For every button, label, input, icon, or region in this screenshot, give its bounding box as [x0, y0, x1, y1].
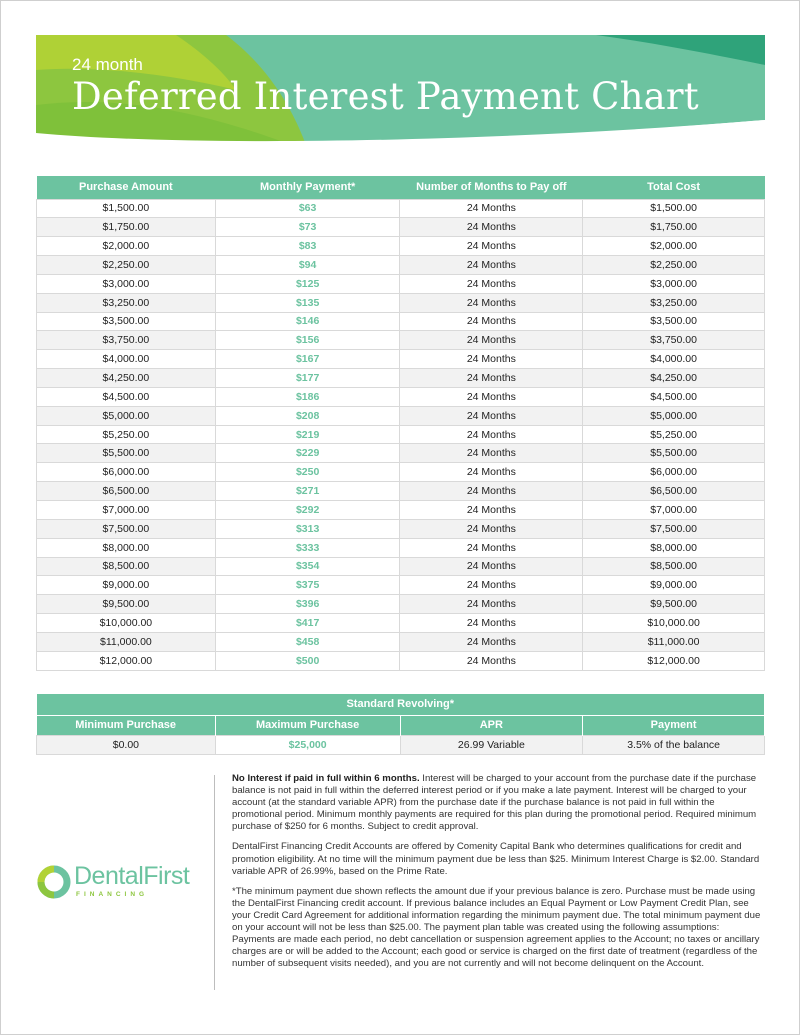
- months-cell: 24 Months: [400, 557, 583, 576]
- fine-print-divider: [214, 775, 215, 990]
- months-cell: 24 Months: [400, 651, 583, 670]
- purchase-amount-cell: $7,000.00: [37, 501, 216, 520]
- months-cell: 24 Months: [400, 218, 583, 237]
- monthly-payment-cell: $250: [215, 463, 400, 482]
- monthly-payment-cell: $229: [215, 444, 400, 463]
- months-cell: 24 Months: [400, 312, 583, 331]
- purchase-amount-cell: $8,500.00: [37, 557, 216, 576]
- fine-print-paragraph-2: DentalFirst Financing Credit Accounts are offered by Comenity Capital Bank who determines qualifications for credit and promotion eligibility. At no time will the minimum payment due be less than $25. Minimum Interest Charge is $2.00. Standard variable APR of 26.99%, based on the Prime Rate.: [232, 841, 760, 877]
- fine-print-p1-text: Interest will be charged to your account from the purchase date if the purchase balance is not paid in full within the deferred interest period or if you make a late payment. Interest will be charged to your account (at the standard variable APR) from the purchase date if the purchase balance is not paid in full within the promotional period. Minimum monthly payments are required for this plan during the promotional period. Required minimum purchase of $250 for 6 months. Subject to credit approval.: [232, 773, 757, 833]
- column-header-monthly-payment: Monthly Payment*: [215, 176, 400, 199]
- months-cell: 24 Months: [400, 256, 583, 275]
- table-row: [37, 632, 765, 651]
- total-cost-cell: $9,500.00: [583, 595, 765, 614]
- purchase-amount-cell: $12,000.00: [37, 651, 216, 670]
- monthly-payment-cell: $83: [215, 237, 400, 256]
- monthly-payment-cell: $146: [215, 312, 400, 331]
- table-row: [37, 595, 765, 614]
- column-header-maximum-purchase: Maximum Purchase: [215, 715, 400, 735]
- months-cell: 24 Months: [400, 274, 583, 293]
- months-cell: 24 Months: [400, 293, 583, 312]
- purchase-amount-cell: $11,000.00: [37, 632, 216, 651]
- maximum-purchase-value: $25,000: [215, 735, 400, 754]
- total-cost-cell: $6,000.00: [583, 463, 765, 482]
- fine-print-paragraph-3: *The minimum payment due shown reflects the amount due if your previous balance is zero. Purchase must be made using the DentalFirst Financing credit account. If previous balance includes an Equal Payment or Low Payment Credit Plan, see your Credit Card Agreement for additional information regarding the minimum payment due. The total minimum payment due on your account will not be less than $25.00. The payment plan table was created using the following assumptions: Payments are made each period, no debt cancellation or suspension agreement applies to the Account; no taxes or ancillary charges are or will be added to the Account; each good or service is charged on the first date of treatment (regardless of the number of subsequent visits needed), and you are not currently and will not become delinquent on the Account.: [232, 885, 761, 970]
- total-cost-cell: $7,500.00: [583, 519, 765, 538]
- months-cell: 24 Months: [400, 237, 583, 256]
- total-cost-cell: $5,500.00: [583, 444, 765, 463]
- total-cost-cell: $8,000.00: [583, 538, 765, 557]
- purchase-amount-cell: $4,000.00: [37, 350, 216, 369]
- table-row: [37, 350, 765, 369]
- months-cell: 24 Months: [400, 425, 583, 444]
- purchase-amount-cell: $1,500.00: [37, 199, 216, 218]
- dentalfirst-logo: [36, 862, 206, 902]
- total-cost-cell: $2,000.00: [583, 237, 765, 256]
- months-cell: 24 Months: [400, 501, 583, 520]
- monthly-payment-cell: $125: [215, 274, 400, 293]
- revolving-title: Standard Revolving*: [37, 694, 765, 715]
- monthly-payment-cell: $271: [215, 482, 400, 501]
- purchase-amount-cell: $8,000.00: [37, 538, 216, 557]
- table-row: [37, 387, 765, 406]
- purchase-amount-cell: $5,250.00: [37, 425, 216, 444]
- months-cell: 24 Months: [400, 350, 583, 369]
- table-row: [37, 576, 765, 595]
- total-cost-cell: $4,000.00: [583, 350, 765, 369]
- table-row: [37, 519, 765, 538]
- table-row: [37, 293, 765, 312]
- months-cell: 24 Months: [400, 331, 583, 350]
- column-header-total-cost: Total Cost: [583, 176, 765, 199]
- table-row: [37, 538, 765, 557]
- table-row: [37, 444, 765, 463]
- monthly-payment-cell: $354: [215, 557, 400, 576]
- purchase-amount-cell: $3,750.00: [37, 331, 216, 350]
- purchase-amount-cell: $3,500.00: [37, 312, 216, 331]
- months-cell: 24 Months: [400, 519, 583, 538]
- logo-tagline: FINANCING: [76, 891, 149, 898]
- months-cell: 24 Months: [400, 463, 583, 482]
- table-row: [37, 331, 765, 350]
- months-cell: 24 Months: [400, 614, 583, 633]
- total-cost-cell: $4,250.00: [583, 369, 765, 388]
- months-cell: 24 Months: [400, 595, 583, 614]
- payment-table-body: [37, 199, 765, 670]
- table-row: [37, 256, 765, 275]
- column-header-minimum-purchase: Minimum Purchase: [37, 715, 216, 735]
- total-cost-cell: $10,000.00: [583, 614, 765, 633]
- table-row: [37, 425, 765, 444]
- total-cost-cell: $2,250.00: [583, 256, 765, 275]
- monthly-payment-cell: $63: [215, 199, 400, 218]
- monthly-payment-cell: $167: [215, 350, 400, 369]
- total-cost-cell: $5,250.00: [583, 425, 765, 444]
- total-cost-cell: $1,500.00: [583, 199, 765, 218]
- purchase-amount-cell: $5,000.00: [37, 406, 216, 425]
- logo-wordmark: DentalFirst: [74, 862, 190, 890]
- purchase-amount-cell: $2,000.00: [37, 237, 216, 256]
- table-row: [37, 501, 765, 520]
- monthly-payment-cell: $73: [215, 218, 400, 237]
- table-row: [37, 218, 765, 237]
- total-cost-cell: $6,500.00: [583, 482, 765, 501]
- table-row: [37, 482, 765, 501]
- total-cost-cell: $4,500.00: [583, 387, 765, 406]
- apr-value: 26.99 Variable: [400, 735, 583, 754]
- banner-subtitle: 24 month: [72, 55, 143, 74]
- page-title: Deferred Interest Payment Chart: [72, 75, 699, 118]
- monthly-payment-cell: $219: [215, 425, 400, 444]
- months-cell: 24 Months: [400, 576, 583, 595]
- months-cell: 24 Months: [400, 632, 583, 651]
- no-interest-heading: No Interest if paid in full within 6 months.: [232, 773, 420, 784]
- standard-revolving-table: [36, 694, 765, 755]
- monthly-payment-cell: $417: [215, 614, 400, 633]
- total-cost-cell: $8,500.00: [583, 557, 765, 576]
- payment-chart-table: [36, 176, 765, 671]
- payment-table-header-row: [37, 176, 765, 199]
- monthly-payment-cell: $177: [215, 369, 400, 388]
- fine-print-paragraph-1: [232, 773, 762, 833]
- months-cell: 24 Months: [400, 369, 583, 388]
- total-cost-cell: $12,000.00: [583, 651, 765, 670]
- total-cost-cell: $5,000.00: [583, 406, 765, 425]
- months-cell: 24 Months: [400, 199, 583, 218]
- column-header-payment: Payment: [583, 715, 765, 735]
- monthly-payment-cell: $94: [215, 256, 400, 275]
- revolving-header-row: [37, 715, 765, 735]
- table-row: [37, 237, 765, 256]
- purchase-amount-cell: $4,250.00: [37, 369, 216, 388]
- total-cost-cell: $3,000.00: [583, 274, 765, 293]
- total-cost-cell: $3,750.00: [583, 331, 765, 350]
- total-cost-cell: $9,000.00: [583, 576, 765, 595]
- monthly-payment-cell: $333: [215, 538, 400, 557]
- monthly-payment-cell: $500: [215, 651, 400, 670]
- table-row: [37, 614, 765, 633]
- table-row: [37, 274, 765, 293]
- table-row: [37, 369, 765, 388]
- monthly-payment-cell: $156: [215, 331, 400, 350]
- months-cell: 24 Months: [400, 406, 583, 425]
- monthly-payment-cell: $292: [215, 501, 400, 520]
- fine-print: [232, 773, 762, 978]
- purchase-amount-cell: $2,250.00: [37, 256, 216, 275]
- total-cost-cell: $1,750.00: [583, 218, 765, 237]
- table-row: [37, 463, 765, 482]
- column-header-months: Number of Months to Pay off: [400, 176, 583, 199]
- months-cell: 24 Months: [400, 538, 583, 557]
- monthly-payment-cell: $313: [215, 519, 400, 538]
- total-cost-cell: $7,000.00: [583, 501, 765, 520]
- purchase-amount-cell: $3,000.00: [37, 274, 216, 293]
- purchase-amount-cell: $5,500.00: [37, 444, 216, 463]
- table-row: [37, 406, 765, 425]
- monthly-payment-cell: $208: [215, 406, 400, 425]
- total-cost-cell: $3,500.00: [583, 312, 765, 331]
- payment-value: 3.5% of the balance: [583, 735, 765, 754]
- purchase-amount-cell: $1,750.00: [37, 218, 216, 237]
- table-row: [37, 312, 765, 331]
- purchase-amount-cell: $6,500.00: [37, 482, 216, 501]
- purchase-amount-cell: $9,500.00: [37, 595, 216, 614]
- purchase-amount-cell: $7,500.00: [37, 519, 216, 538]
- monthly-payment-cell: $458: [215, 632, 400, 651]
- monthly-payment-cell: $135: [215, 293, 400, 312]
- column-header-apr: APR: [400, 715, 583, 735]
- months-cell: 24 Months: [400, 387, 583, 406]
- column-header-purchase-amount: Purchase Amount: [37, 176, 216, 199]
- monthly-payment-cell: $396: [215, 595, 400, 614]
- table-row: [37, 199, 765, 218]
- total-cost-cell: $11,000.00: [583, 632, 765, 651]
- revolving-row: [37, 735, 765, 754]
- purchase-amount-cell: $4,500.00: [37, 387, 216, 406]
- logo-ring-icon: [36, 864, 72, 900]
- purchase-amount-cell: $6,000.00: [37, 463, 216, 482]
- purchase-amount-cell: $3,250.00: [37, 293, 216, 312]
- monthly-payment-cell: $375: [215, 576, 400, 595]
- table-row: [37, 651, 765, 670]
- monthly-payment-cell: $186: [215, 387, 400, 406]
- minimum-purchase-value: $0.00: [37, 735, 216, 754]
- table-row: [37, 557, 765, 576]
- purchase-amount-cell: $9,000.00: [37, 576, 216, 595]
- total-cost-cell: $3,250.00: [583, 293, 765, 312]
- months-cell: 24 Months: [400, 482, 583, 501]
- purchase-amount-cell: $10,000.00: [37, 614, 216, 633]
- header-banner: [36, 35, 765, 145]
- months-cell: 24 Months: [400, 444, 583, 463]
